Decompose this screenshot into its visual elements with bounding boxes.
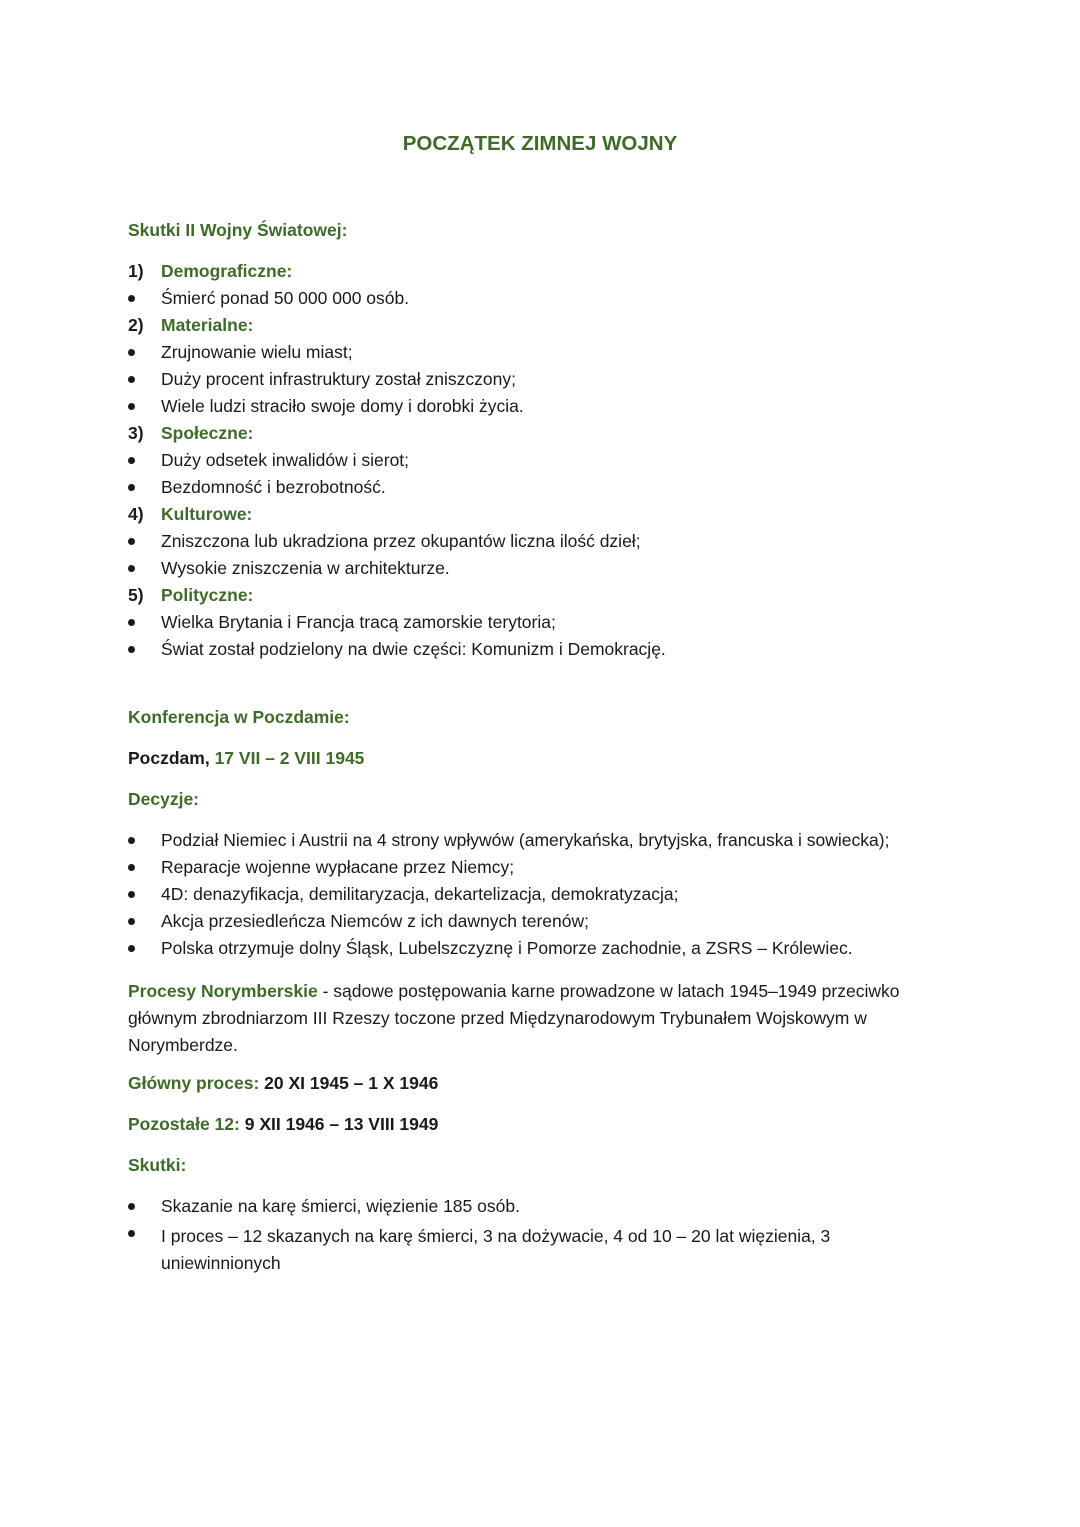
main-trial-label: Główny proces:	[128, 1073, 260, 1093]
bullet-icon	[128, 837, 135, 844]
potsdam-place: Poczdam,	[128, 748, 210, 768]
other-trials-line	[128, 1114, 438, 1135]
list-item: Wielka Brytania i Francja tracą zamorskie terytoria;	[161, 612, 556, 632]
group-label: Materialne:	[161, 315, 254, 335]
list-item: Zrujnowanie wielu miast;	[161, 342, 353, 362]
nuremberg-effects-heading: Skutki:	[128, 1155, 187, 1175]
bullet-icon	[128, 1203, 135, 1210]
potsdam-place-line	[128, 748, 364, 769]
group-label: Kulturowe:	[161, 504, 253, 524]
bullet-icon	[128, 457, 135, 464]
bullet-icon	[128, 538, 135, 545]
decision-item: Polska otrzymuje dolny Śląsk, Lubelszczyznę i Pomorze zachodnie, a ZSRS – Królewiec.	[161, 938, 853, 958]
list-item: Śmierć ponad 50 000 000 osób.	[161, 288, 410, 308]
bullet-icon	[128, 376, 135, 383]
group-label: Polityczne:	[161, 585, 254, 605]
decisions-heading: Decyzje:	[128, 789, 200, 809]
group-number: 2)	[128, 315, 144, 335]
page-title: POCZĄTEK ZIMNEJ WOJNY	[402, 132, 678, 155]
decision-item: Reparacje wojenne wypłacane przez Niemcy;	[161, 857, 515, 877]
bullet-icon	[128, 484, 135, 491]
nuremberg-paragraph	[128, 978, 928, 1059]
nuremberg-definition: - sądowe postępowania karne prowadzone w latach 1945–1949 przeciwko głównym zbrodniarzom III Rzeszy toczone przed Międzynarodowym Trybunałem Wojskowym w Norymberdze.	[128, 981, 900, 1055]
group-number: 5)	[128, 585, 144, 605]
effect-item: I proces – 12 skazanych na karę śmierci, 3 na dożywacie, 4 od 10 – 20 lat więzienia, 3 uniewinnionych	[161, 1226, 831, 1273]
main-trial-line	[128, 1073, 438, 1094]
list-item: Bezdomność i bezrobotność.	[161, 477, 386, 497]
list-item: Świat został podzielony na dwie części: Komunizm i Demokrację.	[161, 639, 666, 659]
group-label: Demograficzne:	[161, 261, 293, 281]
nuremberg-term: Procesy Norymberskie	[128, 981, 318, 1001]
bullet-icon	[128, 403, 135, 410]
group-number: 4)	[128, 504, 144, 524]
bullet-icon	[128, 565, 135, 572]
list-item: Duży procent infrastruktury został zniszczony;	[161, 369, 516, 389]
bullet-icon	[128, 349, 135, 356]
list-item: Wiele ludzi straciło swoje domy i dorobki życia.	[161, 396, 524, 416]
list-item: Duży odsetek inwalidów i sierot;	[161, 450, 410, 470]
decision-item: Podział Niemiec i Austrii na 4 strony wpływów (amerykańska, brytyjska, francuska i sowiecka);	[161, 830, 890, 850]
effects-heading: Skutki II Wojny Światowej:	[128, 220, 348, 240]
bullet-icon	[128, 295, 135, 302]
main-trial-dates: 20 XI 1945 – 1 X 1946	[264, 1073, 439, 1093]
group-label: Społeczne:	[161, 423, 254, 443]
bullet-icon	[128, 945, 135, 952]
other-trials-dates: 9 XII 1946 – 13 VIII 1949	[244, 1114, 439, 1134]
bullet-icon	[128, 891, 135, 898]
potsdam-heading: Konferencja w Poczdamie:	[128, 707, 350, 727]
bullet-icon	[128, 646, 135, 653]
bullet-icon	[128, 918, 135, 925]
list-item: Wysokie zniszczenia w architekturze.	[161, 558, 450, 578]
effect-item: Skazanie na karę śmierci, więzienie 185 osób.	[161, 1196, 520, 1216]
decision-item: Akcja przesiedleńcza Niemców z ich dawnych terenów;	[161, 911, 589, 931]
bullet-icon	[128, 1230, 135, 1237]
list-item: Zniszczona lub ukradziona przez okupantów liczna ilość dzieł;	[161, 531, 641, 551]
bullet-icon	[128, 619, 135, 626]
group-number: 1)	[128, 261, 144, 281]
bullet-icon	[128, 864, 135, 871]
group-number: 3)	[128, 423, 144, 443]
potsdam-dates: 17 VII – 2 VIII 1945	[214, 748, 365, 768]
other-trials-label: Pozostałe 12:	[128, 1114, 240, 1134]
decision-item: 4D: denazyfikacja, demilitaryzacja, dekartelizacja, demokratyzacja;	[161, 884, 679, 904]
